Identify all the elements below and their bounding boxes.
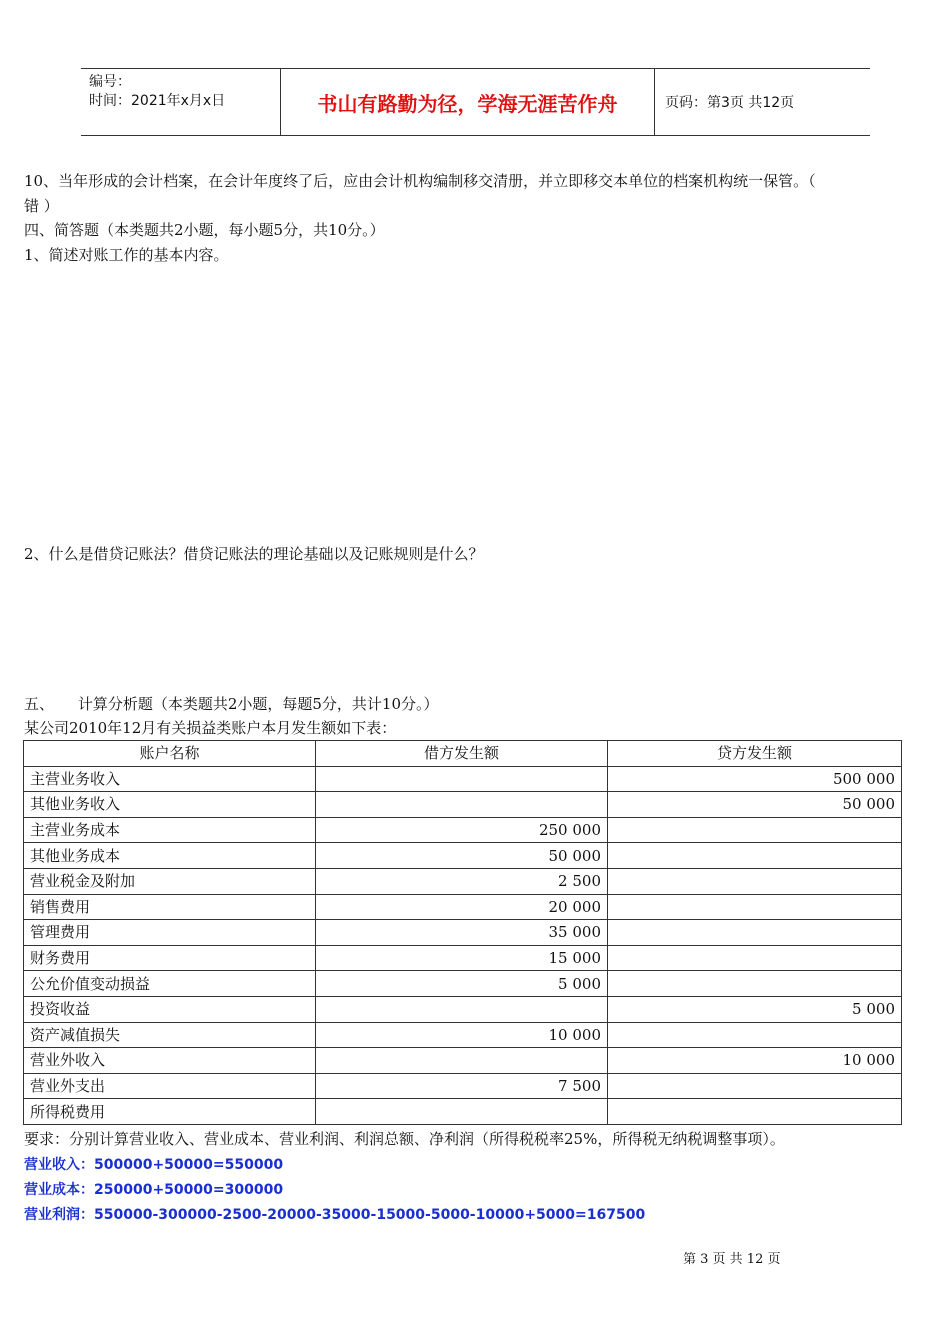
table-row [24,1099,902,1125]
account-name-cell: 管理费用 [24,920,316,946]
answer-cost: 营业成本：250000+50000=300000 [24,1182,284,1198]
table-row [24,843,902,869]
short-question-2: 2、什么是借贷记账法？借贷记账法的理论基础以及记账规则是什么？ [24,545,484,563]
table-row [24,868,902,894]
account-name-cell: 营业外收入 [24,1048,316,1074]
credit-cell [608,843,902,869]
credit-cell: 500 000 [608,766,902,792]
account-name-cell: 公允价值变动损益 [24,971,316,997]
credit-cell: 50 000 [608,792,902,818]
debit-cell: 20 000 [316,894,608,920]
debit-cell: 10 000 [316,1022,608,1048]
question-10-answer: 错 ） [24,197,59,215]
header-left-cell [81,69,281,135]
credit-cell [608,1022,902,1048]
debit-cell [316,1099,608,1125]
account-table [23,740,902,1125]
section-5-title: 五、 计算分析题（本类题共2小题，每题5分，共计10分。） [24,695,439,713]
credit-cell [608,1073,902,1099]
table-header-row [24,741,902,767]
debit-cell [316,792,608,818]
credit-cell [608,920,902,946]
table-row [24,920,902,946]
debit-cell [316,996,608,1022]
credit-cell [608,817,902,843]
debit-cell: 50 000 [316,843,608,869]
table-row [24,792,902,818]
account-name-cell: 营业税金及附加 [24,868,316,894]
account-name-cell: 主营业务收入 [24,766,316,792]
table-row [24,894,902,920]
debit-cell [316,766,608,792]
table-row [24,971,902,997]
col-account-name: 账户名称 [24,741,316,767]
table-intro: 某公司2010年12月有关损益类账户本月发生额如下表： [24,719,397,737]
debit-cell [316,1048,608,1074]
credit-cell [608,1099,902,1125]
account-name-cell: 销售费用 [24,894,316,920]
credit-cell [608,894,902,920]
table-row [24,766,902,792]
table-row [24,945,902,971]
credit-cell: 5 000 [608,996,902,1022]
account-name-cell: 所得税费用 [24,1099,316,1125]
section-4-title: 四、简答题（本类题共2小题，每小题5分，共10分。） [24,221,385,239]
requirement: 要求：分别计算营业收入、营业成本、营业利润、利润总额、净利润（所得税税率25%，所得税无纳税调整事项）。 [24,1130,785,1148]
debit-cell: 7 500 [316,1073,608,1099]
debit-cell: 15 000 [316,945,608,971]
answer-revenue: 营业收入：500000+50000=550000 [24,1157,284,1173]
credit-cell: 10 000 [608,1048,902,1074]
account-name-cell: 其他业务成本 [24,843,316,869]
page-indicator: 页码：第3页 共12页 [665,95,795,111]
credit-cell [608,971,902,997]
account-name-cell: 投资收益 [24,996,316,1022]
debit-cell: 250 000 [316,817,608,843]
page-header [81,68,870,136]
account-name-cell: 营业外支出 [24,1073,316,1099]
debit-cell: 5 000 [316,971,608,997]
short-question-1: 1、简述对账工作的基本内容。 [24,246,229,264]
debit-cell: 2 500 [316,868,608,894]
credit-cell [608,868,902,894]
answer-operating-profit: 营业利润：550000-300000-2500-20000-35000-15000-5000-10000+5000=167500 [24,1207,646,1223]
credit-cell [608,945,902,971]
account-name-cell: 其他业务收入 [24,792,316,818]
time-label: 时间：2021年x月x日 [89,93,226,109]
account-name-cell: 财务费用 [24,945,316,971]
serial-label: 编号： [89,74,131,90]
table-row [24,996,902,1022]
account-name-cell: 资产减值损失 [24,1022,316,1048]
motto: 书山有路勤为径，学海无涯苦作舟 [281,69,655,135]
account-name-cell: 主营业务成本 [24,817,316,843]
col-debit: 借方发生额 [316,741,608,767]
col-credit: 贷方发生额 [608,741,902,767]
page-footer: 第 3 页 共 12 页 [683,1252,781,1267]
table-row [24,1073,902,1099]
table-row [24,817,902,843]
table-row [24,1022,902,1048]
table-row [24,1048,902,1074]
debit-cell: 35 000 [316,920,608,946]
question-10: 10、当年形成的会计档案，在会计年度终了后，应由会计机构编制移交清册，并立即移交本单位的档案机构统一保管。（ [24,172,816,190]
